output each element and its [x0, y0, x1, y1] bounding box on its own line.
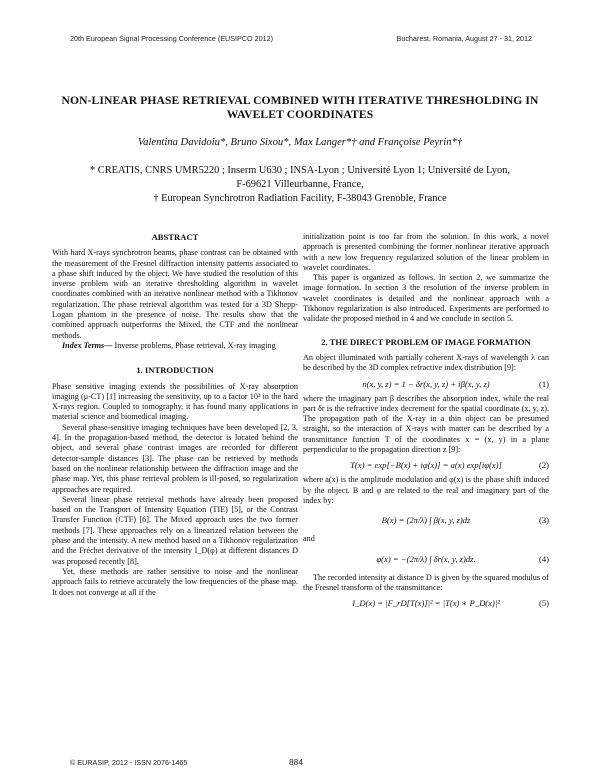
equation-3 [303, 508, 549, 532]
index-terms-label: Index Terms— [62, 340, 113, 350]
paragraph: Several linear phase retrieval methods have already been proposed based on the Transport of Intensity Equation (TIE) [5], or the Contrast Transfer Function (CTF) [6]. The Mixed approach uses the two former methods [7]. These approaches rely on a linearized relation between the phase and the intensity. A new method based on a Tikhonov regularization and the Fréchet derivative of the intensity I_D(φ) at different distances D was proposed recently [8]. [52, 494, 298, 566]
paragraph: An object illuminated with partially coherent X-rays of wavelength λ can be described by the 3D complex refractive index distribution [9]: [303, 352, 549, 373]
page-number: 884 [289, 757, 303, 767]
equation-body: n(x, y, z) = 1 − δr(x, y, z) + iβ(x, y, z) [362, 378, 490, 389]
affiliation-line: † European Synchrotron Radiation Facility, F-38043 Grenoble, France [153, 193, 447, 204]
equation-body: I_D(x) = |F_rD[T(x)]|² = |T(x) ∗ P_D(x)|² [352, 598, 500, 609]
paragraph: where the imaginary part β describes the absorption index, while the real part δr is the refractive index decrement for the spatial coordinate (x, y, z). The propagation path of the X-ray in a thin object can be presumed straight, so the interaction of X-rays with matter can be described by a transmittance function T of the coordinates x = (x, y) in a plane perpendicular to the propagation direction z [9]: [303, 393, 549, 455]
equation-2 [303, 457, 549, 473]
equation-number: (5) [538, 598, 549, 609]
equation-5 [303, 595, 549, 611]
equation-body: B(x) = (2π/λ) ∫ β(x, y, z)dz [381, 515, 471, 526]
left-column [52, 232, 298, 598]
paragraph: The recorded intensity at distance D is given by the squared modulus of the Fresnel transform of the transmittance: [303, 572, 549, 592]
paragraph: Several phase-sensitive imaging techniques have been developed [2, 3, 4]. In the propagation-based method, the detector is located behind the object, and several phase contrast images are recorded for different detector-sample distances [3]. The phase can be retrieved by methods based on the nonlinear relationship between the diffraction image and the phase map. Yet, this phase retrieval problem is ill-posed, so regularization approaches are required. [52, 422, 298, 494]
equation-body: T(x) = exp[−B(x) + iφ(x)] = a(x) exp[iφ(x)] [350, 460, 502, 471]
section-heading-introduction: 1. INTRODUCTION [136, 365, 214, 376]
equation-4 [303, 547, 549, 571]
affiliation-line: * CREATIS, CNRS UMR5220 ; Inserm U630 ; INSA-Lyon ; Université Lyon 1; Université de Lyon, [90, 165, 510, 176]
equation-number: (3) [538, 515, 549, 526]
paragraph: This paper is organized as follows. In section 2, we summarize the image formation. In section 3 the resolution of the inverse problem in wavelet coordinates is detailed and the nonlinear approach with a Tikhonov regularization is also introduced. Experiments are performed to validate the proposed method in 4 and we conclude in section 5. [303, 273, 549, 324]
equation-number: (2) [538, 460, 549, 471]
connector-text: and [303, 534, 315, 544]
paragraph: Yet, these methods are rather sensitive to noise and the nonlinear approach fails to retrieve accurately the low frequencies of the phase map. It does not converge at all if the [52, 566, 298, 597]
footer-copyright: © EURASIP, 2012 - ISSN 2076-1465 [70, 758, 188, 767]
paragraph: Phase sensitive imaging extends the possibilities of X-ray absorption imaging (μ-CT) [1] increasing the sensitivity, up to a factor 10³ in the hard X-rays region. Coupled to tomography, it has found many applications in material science and biomedical imaging. [52, 381, 298, 422]
affiliation-line: F-69621 Villeurbanne, France, [236, 179, 364, 190]
right-column [303, 232, 549, 613]
equation-1 [303, 376, 549, 392]
abstract-heading: ABSTRACT [151, 232, 199, 242]
equation-number: (1) [538, 378, 549, 389]
paragraph: initialization point is too far from the solution. In this work, a novel approach is presented combining the former nonlinear iterative approach with a new low frequency regularized solution of the linear problem in wavelet coordinates. [303, 232, 549, 272]
index-terms [52, 341, 298, 351]
index-terms-text: Inverse problems, Phase retrieval, X-ray imaging [112, 340, 276, 350]
paper-title: NON-LINEAR PHASE RETRIEVAL COMBINED WITH ITERATIVE THRESHOLDING IN WAVELET COORDINATES [61, 94, 539, 121]
authors: Valentina Davidoiu*, Bruno Sixou*, Max Langer*† and Françoise Peyrin*† [137, 137, 463, 148]
abstract-text: With hard X-rays synchrotron beams, phase contrast can be obtained with the measurement of the Fresnel diffraction intensity patterns associated to a phase shift induced by the object. We have studied the resolution of this inverse problem with an iterative thresholding algorithm in wavelet coordinates combined with an iterative nonlinear method with a Tikhonov regularization. The phase retrieval algorithm was tested for a 3D Shepp-Logan phantom in the presence of noise. The results show that the combined approach outperforms the Mixed, the CTF and the nonlinear methods. [52, 248, 298, 340]
affiliations [40, 164, 560, 206]
section-heading-direct-problem: 2. THE DIRECT PROBLEM OF IMAGE FORMATION [321, 336, 531, 347]
equation-number: (4) [538, 553, 549, 564]
equation-body: φ(x) = −(2π/λ) ∫ δr(x, y, z)dz. [376, 553, 476, 564]
paragraph: where a(x) is the amplitude modulation and φ(x) is the phase shift induced by the object. B and φ are related to the real and imaginary part of the index by: [303, 475, 549, 505]
running-header-right: Bucharest, Romania, August 27 - 31, 2012 [396, 34, 532, 43]
running-header-left: 20th European Signal Processing Conference (EUSIPCO 2012) [70, 34, 273, 43]
